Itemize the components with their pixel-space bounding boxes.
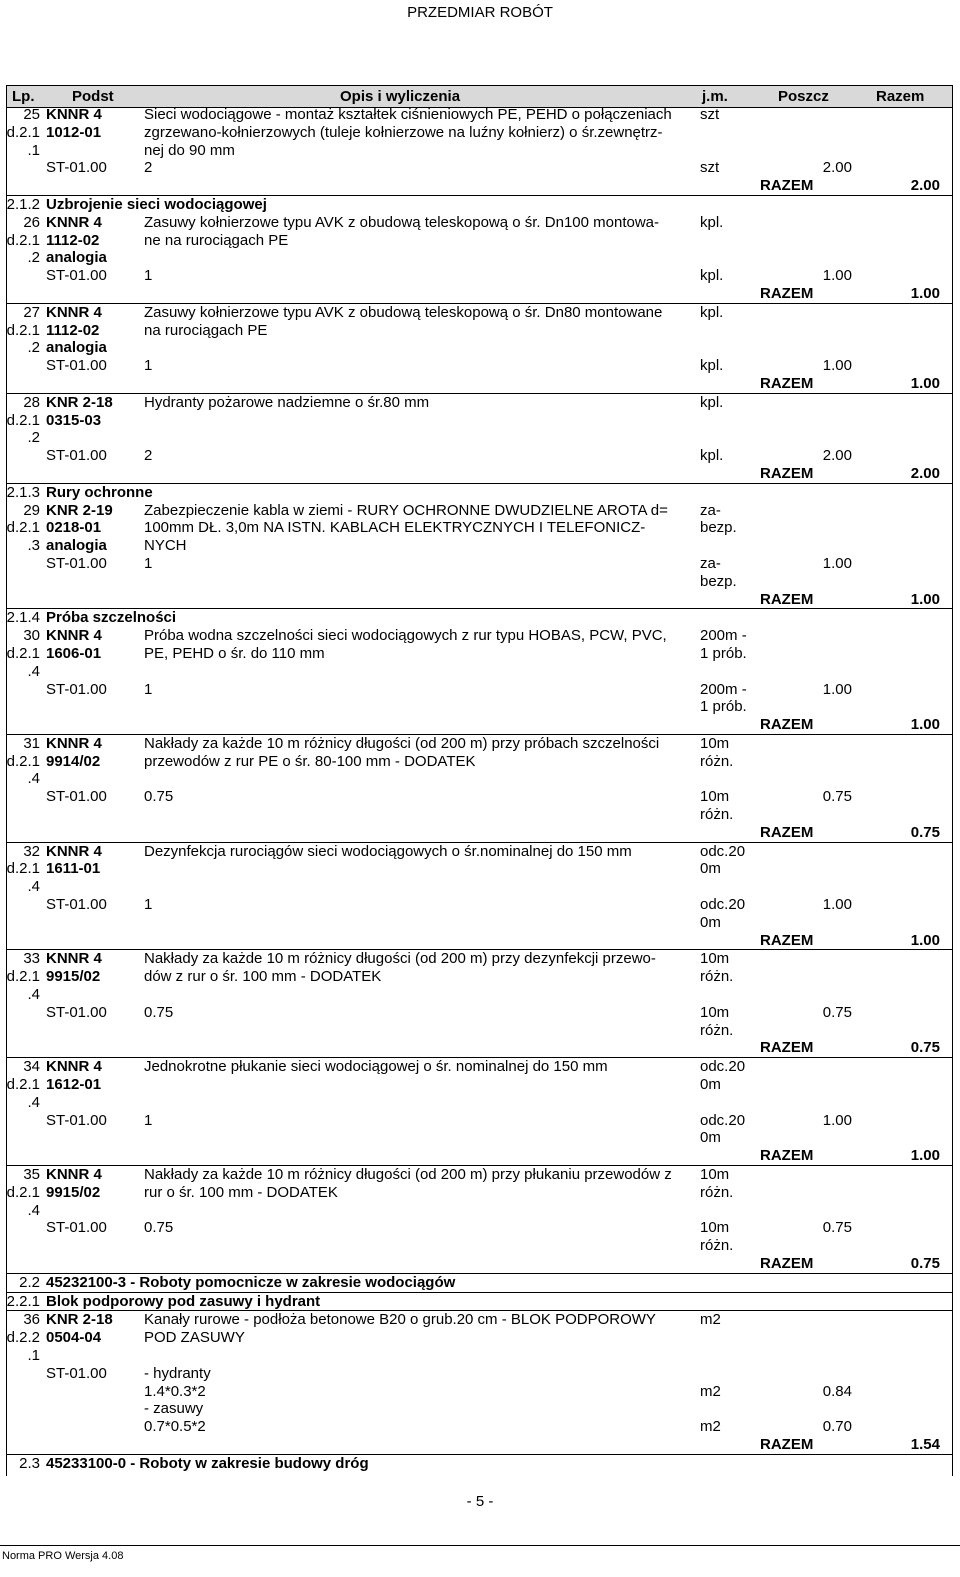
table-row <box>6 968 952 986</box>
table-row <box>6 986 952 1004</box>
row-lp: 2.3 <box>19 1454 40 1472</box>
row-poszcz: 1.00 <box>822 680 852 698</box>
row-razem: 1.00 <box>910 374 940 392</box>
table-row <box>6 716 952 734</box>
table-row <box>6 357 952 375</box>
row-description: Dezynfekcja rurociągów sieci wodociągowych o śr.nominalnej do 150 mm <box>144 842 632 860</box>
table-row <box>6 1202 952 1220</box>
razem-label: RAZEM <box>760 1147 814 1165</box>
row-podst: ST-01.00 <box>46 788 107 806</box>
row-podst: 1606-01 <box>46 644 102 662</box>
row-description: 1 <box>144 1111 153 1129</box>
row-unit: 10m <box>700 1003 730 1021</box>
row-description: 2 <box>144 447 153 465</box>
row-poszcz: 0.75 <box>822 1003 852 1021</box>
table-row <box>6 1184 952 1202</box>
section-title: Próba szczelności <box>46 609 177 627</box>
row-description: PE, PEHD o śr. do 110 mm <box>144 644 325 662</box>
row-description: na rurociągach PE <box>144 321 268 339</box>
razem-label: RAZEM <box>760 284 814 302</box>
row-podst: ST-01.00 <box>46 1111 107 1129</box>
table-row <box>6 1383 952 1401</box>
row-lp: 30 <box>23 627 40 645</box>
row-lp: 2.1.2 <box>6 195 40 213</box>
header-razem: Razem <box>876 88 925 105</box>
table-row <box>6 734 952 753</box>
row-razem: 1.00 <box>910 1147 940 1165</box>
section-title: Blok podporowy pod zasuwy i hydrant <box>46 1292 321 1310</box>
row-lp: 2.2.1 <box>6 1292 40 1310</box>
razem-label: RAZEM <box>760 931 814 949</box>
row-poszcz: 2.00 <box>822 447 852 465</box>
row-poszcz: 1.00 <box>822 1111 852 1129</box>
row-podst: ST-01.00 <box>46 1219 107 1237</box>
row-razem: 1.54 <box>910 1435 940 1453</box>
row-lp: 25 <box>23 106 40 123</box>
row-description: 0.7*0.5*2 <box>144 1418 206 1436</box>
section-title: 45232100-3 - Roboty pomocnicze w zakresie wodociągów <box>46 1273 456 1291</box>
table-row <box>6 537 952 555</box>
table-row <box>6 214 952 232</box>
row-description: 2 <box>144 159 153 177</box>
row-unit: 1 prób. <box>700 698 747 716</box>
row-unit: odc.20 <box>700 896 746 914</box>
table-row <box>6 1165 952 1184</box>
row-podst: analogia <box>46 339 107 357</box>
row-unit: 10m <box>700 734 730 752</box>
row-lp: .4 <box>27 662 40 680</box>
row-razem: 0.75 <box>910 1255 940 1272</box>
row-podst: 1112-02 <box>46 231 100 249</box>
row-description: przewodów z rur PE o śr. 80-100 mm - DODATEK <box>144 752 476 770</box>
row-podst: ST-01.00 <box>46 554 107 572</box>
row-podst: 0504-04 <box>46 1329 102 1347</box>
row-description: Sieci wodociągowe - montaż kształtek ciśnieniowych PE, PEHD o połączeniach <box>144 106 672 123</box>
row-description: rur o śr. 100 mm - DODATEK <box>144 1183 338 1201</box>
razem-label: RAZEM <box>760 1039 814 1057</box>
table-row <box>6 1255 952 1273</box>
row-razem: 1.00 <box>910 284 940 302</box>
row-lp: .4 <box>27 986 40 1004</box>
section-title: Uzbrojenie sieci wodociągowej <box>46 195 267 213</box>
row-lp: d.2.1 <box>6 519 40 537</box>
razem-label: RAZEM <box>760 716 814 734</box>
table-row <box>6 1076 952 1094</box>
table-row <box>6 267 952 285</box>
table-row <box>6 1329 952 1347</box>
table-row <box>6 1418 952 1436</box>
row-razem: 2.00 <box>910 464 940 482</box>
row-unit: odc.20 <box>700 1058 746 1076</box>
row-podst: 9915/02 <box>46 1183 101 1201</box>
row-unit: różn. <box>700 968 734 986</box>
row-poszcz: 1.00 <box>822 267 852 285</box>
row-lp: d.2.1 <box>6 123 40 141</box>
table-row <box>6 608 952 627</box>
row-unit: 10m <box>700 788 730 806</box>
table-row <box>6 949 952 968</box>
row-lp: d.2.1 <box>6 321 40 339</box>
row-podst: KNNR 4 <box>46 1166 102 1184</box>
row-unit: 0m <box>700 913 721 931</box>
row-podst: 9914/02 <box>46 752 101 770</box>
row-unit: kpl. <box>700 213 724 231</box>
row-unit: różn. <box>700 1021 734 1039</box>
row-lp: d.2.2 <box>6 1329 40 1347</box>
row-lp: .1 <box>27 141 40 159</box>
row-poszcz: 0.84 <box>822 1382 852 1400</box>
row-unit: kpl. <box>700 447 724 465</box>
row-lp: 2.2 <box>19 1273 40 1291</box>
table-row <box>6 788 952 806</box>
row-unit: 0m <box>700 860 721 878</box>
row-unit: różn. <box>700 806 734 824</box>
table-row <box>6 249 952 267</box>
row-description: ne na rurociągach PE <box>144 231 289 249</box>
header-podst: Podst <box>72 88 114 105</box>
header-jm: j.m. <box>702 88 728 105</box>
table-row <box>6 591 952 609</box>
razem-label: RAZEM <box>760 1255 814 1272</box>
razem-label: RAZEM <box>760 464 814 482</box>
table-border-right <box>952 85 953 1476</box>
row-podst: ST-01.00 <box>46 896 107 914</box>
table-row <box>6 1273 952 1292</box>
row-unit: bezp. <box>700 519 737 537</box>
table-row <box>6 339 952 357</box>
table-row <box>6 142 952 160</box>
row-lp: .4 <box>27 1093 40 1111</box>
row-description: Kanały rurowe - podłoża betonowe B20 o grub.20 cm - BLOK PODPOROWY <box>144 1311 656 1329</box>
row-podst: 1112-02 <box>46 321 100 339</box>
row-description: Zasuwy kołnierzowe typu AVK z obudową teleskopową o śr. Dn100 montowa- <box>144 213 659 231</box>
row-poszcz: 0.70 <box>822 1418 852 1436</box>
table-row <box>6 1094 952 1112</box>
row-podst: ST-01.00 <box>46 447 107 465</box>
row-description: 0.75 <box>144 1003 174 1021</box>
table-row <box>6 429 952 447</box>
row-lp: .1 <box>27 1346 40 1364</box>
razem-label: RAZEM <box>760 590 814 608</box>
table-row <box>6 465 952 483</box>
table-row <box>6 1365 952 1383</box>
row-description: Nakłady za każde 10 m różnicy długości (od 200 m) przy próbach szczelności <box>144 734 660 752</box>
row-unit: kpl. <box>700 303 724 321</box>
header-lp: Lp. <box>12 88 35 105</box>
razem-label: RAZEM <box>760 1435 814 1453</box>
razem-label: RAZEM <box>760 374 814 392</box>
row-lp: d.2.1 <box>6 752 40 770</box>
footer-version: Norma PRO Wersja 4.08 <box>2 1550 124 1562</box>
row-podst: ST-01.00 <box>46 267 107 285</box>
row-podst: ST-01.00 <box>46 680 107 698</box>
row-description: 0.75 <box>144 1219 174 1237</box>
table-row <box>6 106 952 124</box>
table-row <box>6 519 952 537</box>
header-opis: Opis i wyliczenia <box>340 88 461 105</box>
row-unit: 0m <box>700 1076 721 1094</box>
table-row <box>6 393 952 412</box>
row-lp: d.2.1 <box>6 860 40 878</box>
row-podst: KNNR 4 <box>46 734 102 752</box>
row-podst: KNNR 4 <box>46 106 102 123</box>
page-title: PRZEDMIAR ROBÓT <box>407 4 553 21</box>
table-row <box>6 1347 952 1365</box>
row-poszcz: 1.00 <box>822 357 852 375</box>
row-unit: kpl. <box>700 393 724 411</box>
table-row <box>6 698 952 716</box>
row-lp: 2.1.4 <box>6 609 40 627</box>
row-lp: d.2.1 <box>6 1076 40 1094</box>
row-lp: 26 <box>23 213 40 231</box>
row-lp: d.2.1 <box>6 231 40 249</box>
row-lp: d.2.1 <box>6 968 40 986</box>
row-lp: .2 <box>27 339 40 357</box>
row-description: nej do 90 mm <box>144 141 235 159</box>
table-row <box>6 1112 952 1130</box>
row-unit: 200m - <box>700 680 747 698</box>
table-row <box>6 1022 952 1040</box>
row-description: Hydranty pożarowe nadziemne o śr.80 mm <box>144 393 430 411</box>
row-description: 1 <box>144 554 153 572</box>
row-unit: szt <box>700 106 720 123</box>
table-row <box>6 1454 952 1473</box>
row-lp: 33 <box>23 950 40 968</box>
row-unit: m2 <box>700 1311 721 1329</box>
table-row <box>6 195 952 214</box>
row-lp: d.2.1 <box>6 1183 40 1201</box>
row-unit: szt <box>700 159 720 177</box>
row-unit: 10m <box>700 1166 730 1184</box>
row-unit: odc.20 <box>700 842 746 860</box>
row-razem: 0.75 <box>910 1039 940 1057</box>
row-podst: analogia <box>46 249 107 267</box>
razem-label: RAZEM <box>760 177 814 195</box>
row-description: Jednokrotne płukanie sieci wodociągowej o śr. nominalnej do 150 mm <box>144 1058 608 1076</box>
table-row <box>6 1219 952 1237</box>
row-razem: 1.00 <box>910 716 940 734</box>
row-podst: analogia <box>46 537 107 555</box>
row-description: 1 <box>144 896 153 914</box>
table-row <box>6 375 952 393</box>
row-unit: kpl. <box>700 357 724 375</box>
table-row <box>6 681 952 699</box>
row-razem: 0.75 <box>910 823 940 841</box>
row-description: - hydranty <box>144 1364 211 1382</box>
row-unit: za- <box>700 554 721 572</box>
row-description: zgrzewano-kołnierzowych (tuleje kołnierzowe na luźny kołnierz) o śr.zewnętrz- <box>144 123 663 141</box>
table-row <box>6 177 952 195</box>
row-description: 1.4*0.3*2 <box>144 1382 206 1400</box>
row-description: 1 <box>144 680 153 698</box>
row-podst: ST-01.00 <box>46 159 107 177</box>
table-header <box>6 85 952 108</box>
row-unit: m2 <box>700 1418 721 1436</box>
row-podst: ST-01.00 <box>46 1003 107 1021</box>
table-row <box>6 896 952 914</box>
row-unit: bezp. <box>700 572 737 590</box>
table-row <box>6 322 952 340</box>
table-row <box>6 555 952 573</box>
table-row <box>6 124 952 142</box>
table-row <box>6 285 952 303</box>
row-description: dów z rur o śr. 100 mm - DODATEK <box>144 968 382 986</box>
row-lp: .2 <box>27 429 40 447</box>
row-description: POD ZASUWY <box>144 1329 245 1347</box>
row-unit: różn. <box>700 752 734 770</box>
row-description: 0.75 <box>144 788 174 806</box>
table-row <box>6 1129 952 1147</box>
table-row <box>6 303 952 322</box>
table-row <box>6 1400 952 1418</box>
row-poszcz: 1.00 <box>822 554 852 572</box>
row-lp: 32 <box>23 842 40 860</box>
row-podst: 9915/02 <box>46 968 101 986</box>
razem-label: RAZEM <box>760 823 814 841</box>
table-row <box>6 1292 952 1311</box>
row-podst: 1611-01 <box>46 860 101 878</box>
row-unit: 0m <box>700 1129 721 1147</box>
row-unit: m2 <box>700 1382 721 1400</box>
table-row <box>6 645 952 663</box>
row-description: - zasuwy <box>144 1400 204 1418</box>
table-row <box>6 806 952 824</box>
row-podst: ST-01.00 <box>46 1364 107 1382</box>
row-lp: 31 <box>23 734 40 752</box>
row-razem: 1.00 <box>910 931 940 949</box>
table-row <box>6 770 952 788</box>
section-title: 45233100-0 - Roboty w zakresie budowy dróg <box>46 1454 369 1472</box>
table-row <box>6 412 952 430</box>
row-lp: .2 <box>27 249 40 267</box>
table-row <box>6 842 952 861</box>
row-description: NYCH <box>144 537 187 555</box>
row-lp: 27 <box>23 303 40 321</box>
row-podst: KNNR 4 <box>46 842 102 860</box>
row-lp: .4 <box>27 770 40 788</box>
row-description: 100mm DŁ. 3,0m NA ISTN. KABLACH ELEKTRYCZNYCH I TELEFONICZ- <box>144 519 646 537</box>
row-unit: 1 prób. <box>700 644 747 662</box>
row-podst: KNR 2-19 <box>46 501 113 519</box>
row-podst: KNR 2-18 <box>46 1311 113 1329</box>
table-row <box>6 1310 952 1329</box>
table-row <box>6 502 952 520</box>
row-description: Nakłady za każde 10 m różnicy długości (od 200 m) przy dezynfekcji przewo- <box>144 950 656 968</box>
row-poszcz: 2.00 <box>822 159 852 177</box>
row-podst: 1612-01 <box>46 1076 102 1094</box>
row-unit: 10m <box>700 950 730 968</box>
row-podst: 0315-03 <box>46 411 102 429</box>
table-row <box>6 1004 952 1022</box>
row-podst: KNNR 4 <box>46 1058 102 1076</box>
table-row <box>6 159 952 177</box>
row-poszcz: 0.75 <box>822 1219 852 1237</box>
row-unit: za- <box>700 501 721 519</box>
table-row <box>6 447 952 465</box>
table-row <box>6 860 952 878</box>
table-row <box>6 753 952 771</box>
header-poszcz: Poszcz <box>778 88 829 105</box>
table-row <box>6 1436 952 1454</box>
row-unit: kpl. <box>700 267 724 285</box>
table-row <box>6 914 952 932</box>
row-description: Zabezpieczenie kabla w ziemi - RURY OCHRONNE DWUDZIELNE AROTA d= <box>144 501 668 519</box>
row-razem: 1.00 <box>910 590 940 608</box>
table-row <box>6 1237 952 1255</box>
page-number: - 5 - <box>466 1493 494 1510</box>
row-podst: KNNR 4 <box>46 627 102 645</box>
row-lp: 2.1.3 <box>6 483 40 501</box>
table-row <box>6 1147 952 1165</box>
row-lp: 29 <box>23 501 40 519</box>
row-razem: 2.00 <box>910 177 940 195</box>
row-lp: d.2.1 <box>6 644 40 662</box>
row-lp: 34 <box>23 1058 40 1076</box>
row-podst: KNNR 4 <box>46 950 102 968</box>
row-lp: .4 <box>27 1201 40 1219</box>
table-row <box>6 1039 952 1057</box>
row-lp: d.2.1 <box>6 411 40 429</box>
row-podst: KNNR 4 <box>46 213 102 231</box>
row-unit: różn. <box>700 1237 734 1255</box>
row-lp: .4 <box>27 878 40 896</box>
section-title: Rury ochronne <box>46 483 153 501</box>
row-podst: 1012-01 <box>46 123 102 141</box>
row-lp: 35 <box>23 1166 40 1184</box>
row-lp: .3 <box>27 537 40 555</box>
row-description: Zasuwy kołnierzowe typu AVK z obudową teleskopową o śr. Dn80 montowane <box>144 303 663 321</box>
row-unit: 200m - <box>700 627 747 645</box>
table-row <box>6 1057 952 1076</box>
table-row <box>6 483 952 502</box>
table-row <box>6 932 952 950</box>
row-podst: 0218-01 <box>46 519 102 537</box>
row-unit: odc.20 <box>700 1111 746 1129</box>
row-description: Nakłady za każde 10 m różnicy długości (od 200 m) przy płukaniu przewodów z <box>144 1166 672 1184</box>
row-description: Próba wodna szczelności sieci wodociągowych z rur typu HOBAS, PCW, PVC, <box>144 627 667 645</box>
table-row <box>6 232 952 250</box>
table-row <box>6 663 952 681</box>
row-podst: ST-01.00 <box>46 357 107 375</box>
footer-divider <box>0 1545 960 1546</box>
table-body <box>6 106 952 1473</box>
row-unit: 10m <box>700 1219 730 1237</box>
table-row <box>6 573 952 591</box>
row-poszcz: 0.75 <box>822 788 852 806</box>
row-unit: różn. <box>700 1183 734 1201</box>
row-description: 1 <box>144 357 153 375</box>
row-lp: 36 <box>23 1311 40 1329</box>
row-lp: 28 <box>23 393 40 411</box>
row-podst: KNNR 4 <box>46 303 102 321</box>
row-podst: KNR 2-18 <box>46 393 113 411</box>
table-row <box>6 824 952 842</box>
row-poszcz: 1.00 <box>822 896 852 914</box>
row-description: 1 <box>144 267 153 285</box>
table-row <box>6 627 952 645</box>
table-row <box>6 878 952 896</box>
